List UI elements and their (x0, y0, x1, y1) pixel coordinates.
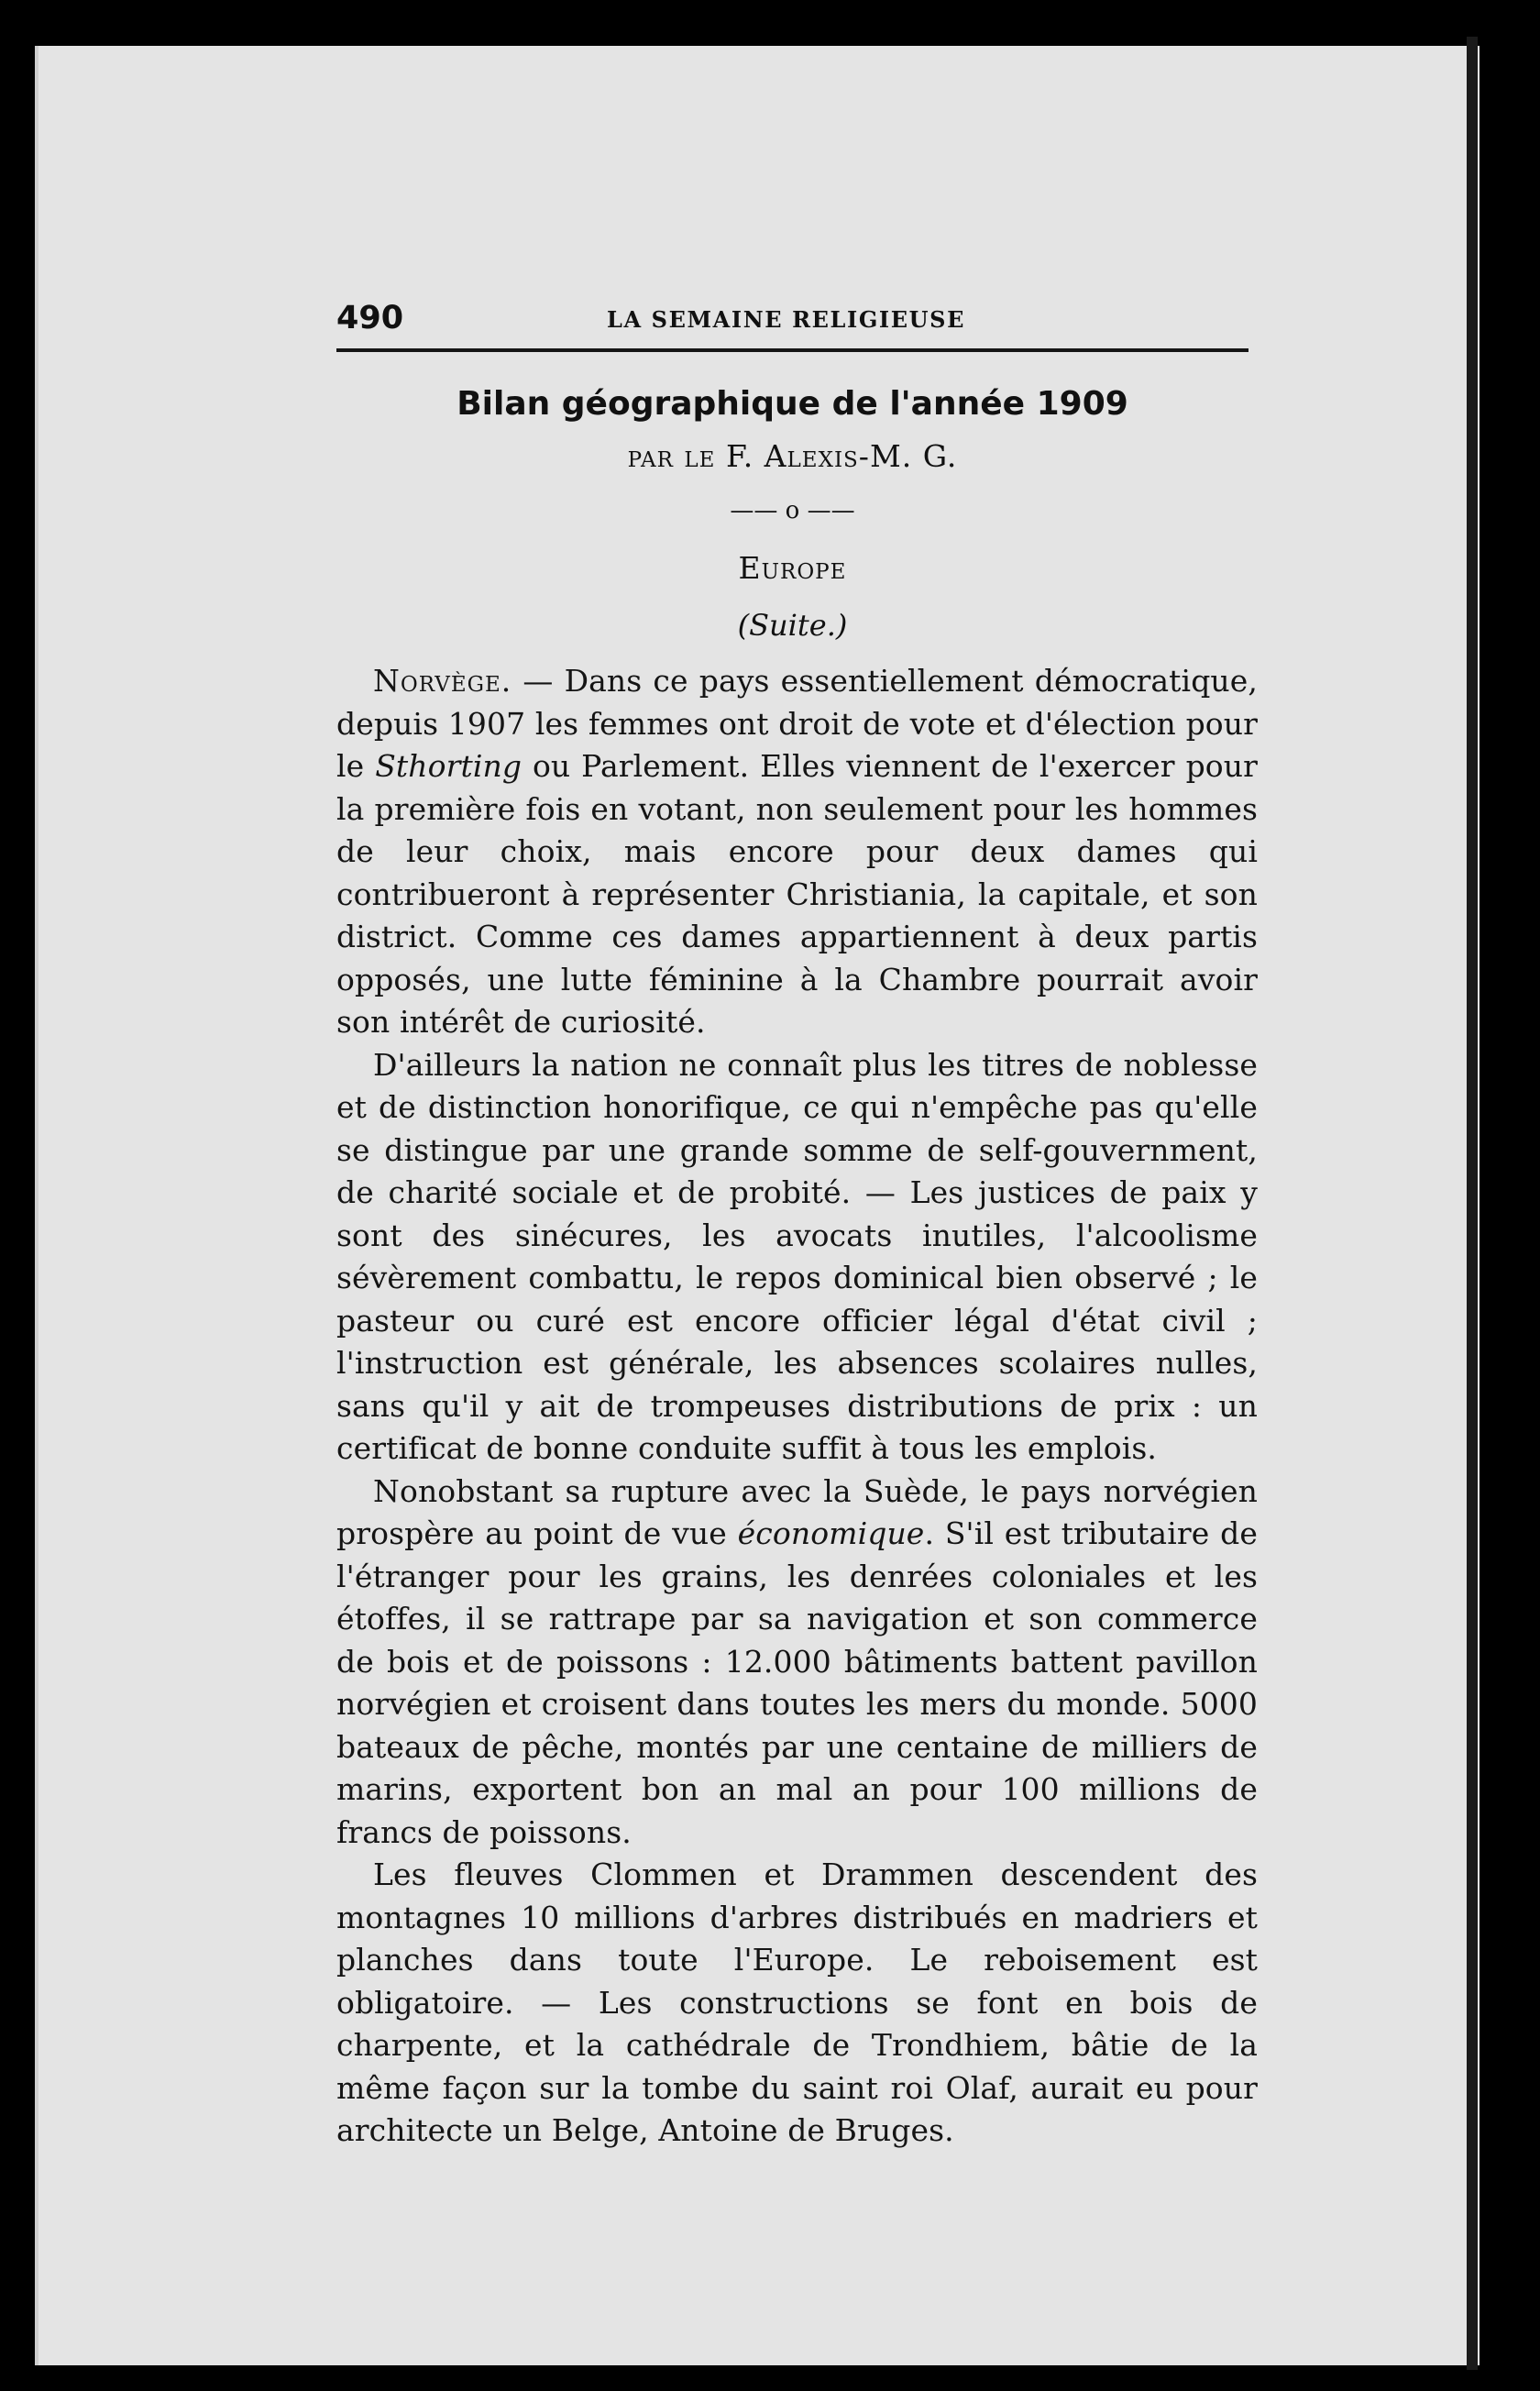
paragraph-lead: Norvège. (373, 663, 512, 699)
running-head: LA SEMAINE RELIGIEUSE (607, 306, 965, 333)
paragraph-text: Les fleuves Clommen et Drammen descendent des montagnes 10 millions d'arbres distribués en madriers et planches dans toute l'Europe. Le reboisement est obligatoire. — Les constructions se font en bois de charpente, et la cathédrale de Trondhiem, bâtie de la même façon sur la tombe du saint roi Olaf, aurait eu pour architecte un Belge, Antoine de Bruges. (336, 1857, 1258, 2148)
paragraph-text: D'ailleurs la nation ne connaît plus les titres de noblesse et de distinction honorifique, ce qui n'empêche pas qu'elle se distingue par une grande somme de self-gouvernment, de charité sociale et de probité. — Les justices de paix y sont des sinécures, les avocats inutiles, l'alcoolisme sévèrement combattu, le repos dominical bien observé ; le pasteur ou curé est encore officier légal d'état civil ; l'instruction est générale, les absences scolaires nulles, sans qu'il y ait de trompeuses distributions de prix : un certificat de bonne conduite suffit à tous les emplois. (336, 1046, 1258, 1466)
page-header (336, 300, 1247, 344)
paragraph-text: — Dans ce pays essentiellement démocratique, depuis 1907 les femmes ont droit de vote et d'élection pour le (336, 663, 1258, 784)
paragraph-emphasis: économique (737, 1515, 925, 1551)
article-byline: par le F. Alexis-M. G. (627, 438, 958, 474)
paragraph-emphasis: Sthorting (375, 748, 522, 784)
article-title: Bilan géographique de l'année 1909 (456, 385, 1128, 423)
scan-binding-edge (1467, 37, 1478, 2370)
section-ornament: —— o —— (730, 497, 855, 524)
paragraph-economie (336, 1471, 1258, 1855)
paragraph-text: . S'il est tributaire de l'étranger pour les grains, les denrées coloniales et les étoffes, il se rattrape par sa navigation et son commerce de bois et de poissons : 12.000 bâtiments battent pavillon norvégien et croisent dans toutes les mers du monde. 5000 bateaux de pêche, montés par une centaine de milliers de marins, exportent bon an mal an pour 100 millions de francs de poissons. (336, 1515, 1258, 1850)
header-rule (336, 348, 1248, 352)
section-heading: Europe (738, 550, 847, 586)
continuation-note: (Suite.) (737, 608, 848, 643)
paragraph-nation (336, 1044, 1258, 1471)
paragraph-text: ou Parlement. Elles viennent de l'exercer pour la première fois en votant, non seulement pour les hommes de leur choix, mais encore pour deux dames qui contribueront à représenter Christiania, la capitale, et son district. Comme ces dames appartiennent à deux partis opposés, une lutte féminine à la Chambre pourrait avoir son intérêt de curiosité. (336, 748, 1258, 1040)
paragraph-text: Nonobstant sa rupture avec la Suède, le pays norvégien prospère au point de vue (336, 1472, 1258, 1551)
page-number: 490 (336, 300, 404, 336)
paragraph-fleuves (336, 1854, 1258, 2153)
article-body (336, 660, 1258, 2153)
paragraph-norvege (336, 660, 1258, 1044)
